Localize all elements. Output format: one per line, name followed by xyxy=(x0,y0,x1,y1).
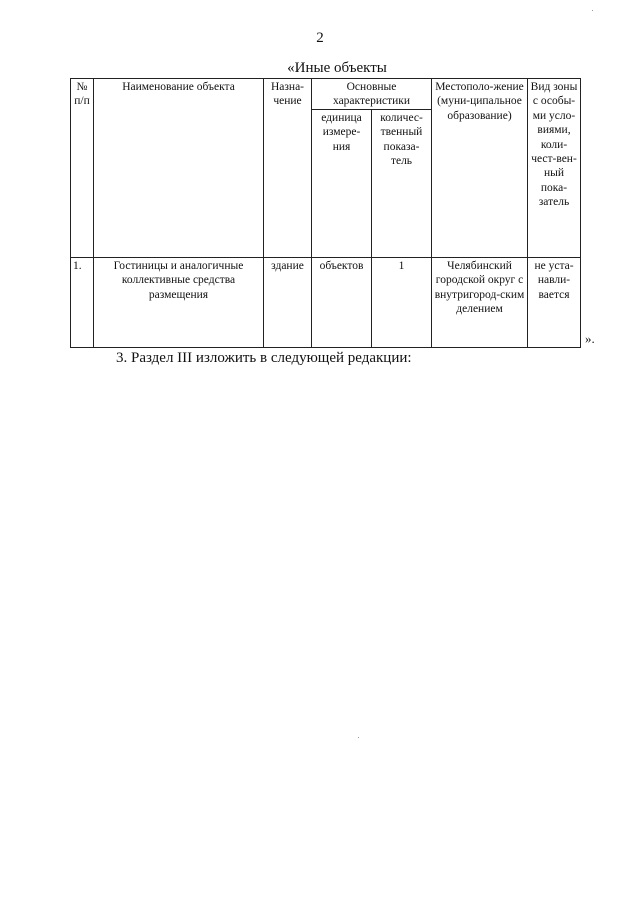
row-unit: объектов xyxy=(312,257,372,347)
closing-quote: ». xyxy=(585,331,595,346)
row-purpose: здание xyxy=(264,257,312,347)
scan-speck xyxy=(592,10,593,11)
header-purpose: Назна-чение xyxy=(264,79,312,258)
row-zone: не уста-навли-вается xyxy=(528,257,581,347)
header-location: Местополо-жение (муни-ципальное образование) xyxy=(432,79,528,258)
table-title: «Иные объекты xyxy=(287,60,387,76)
header-zone: Вид зоны с особы-ми усло-виями, коли-чест-вен-ный пока-затель xyxy=(528,79,581,258)
header-num: № п/п xyxy=(71,79,94,258)
page-number: 2 xyxy=(316,30,324,46)
objects-table xyxy=(70,78,581,348)
scan-speck xyxy=(358,737,359,738)
section-instruction: 3. Раздел III изложить в следующей редакции: xyxy=(116,350,412,366)
header-main-characteristics: Основные характеристики xyxy=(312,79,432,110)
table-row xyxy=(71,257,581,347)
row-location: Челябинский городской округ с внутригород-ским делением xyxy=(432,257,528,347)
header-name: Наименование объекта xyxy=(94,79,264,258)
row-quantity: 1 xyxy=(372,257,432,347)
row-name: Гостиницы и аналогичные коллективные средства размещения xyxy=(94,257,264,347)
row-num: 1. xyxy=(71,257,94,347)
header-quantity: количес-твенный показа-тель xyxy=(372,109,432,257)
header-unit: единица измере-ния xyxy=(312,109,372,257)
